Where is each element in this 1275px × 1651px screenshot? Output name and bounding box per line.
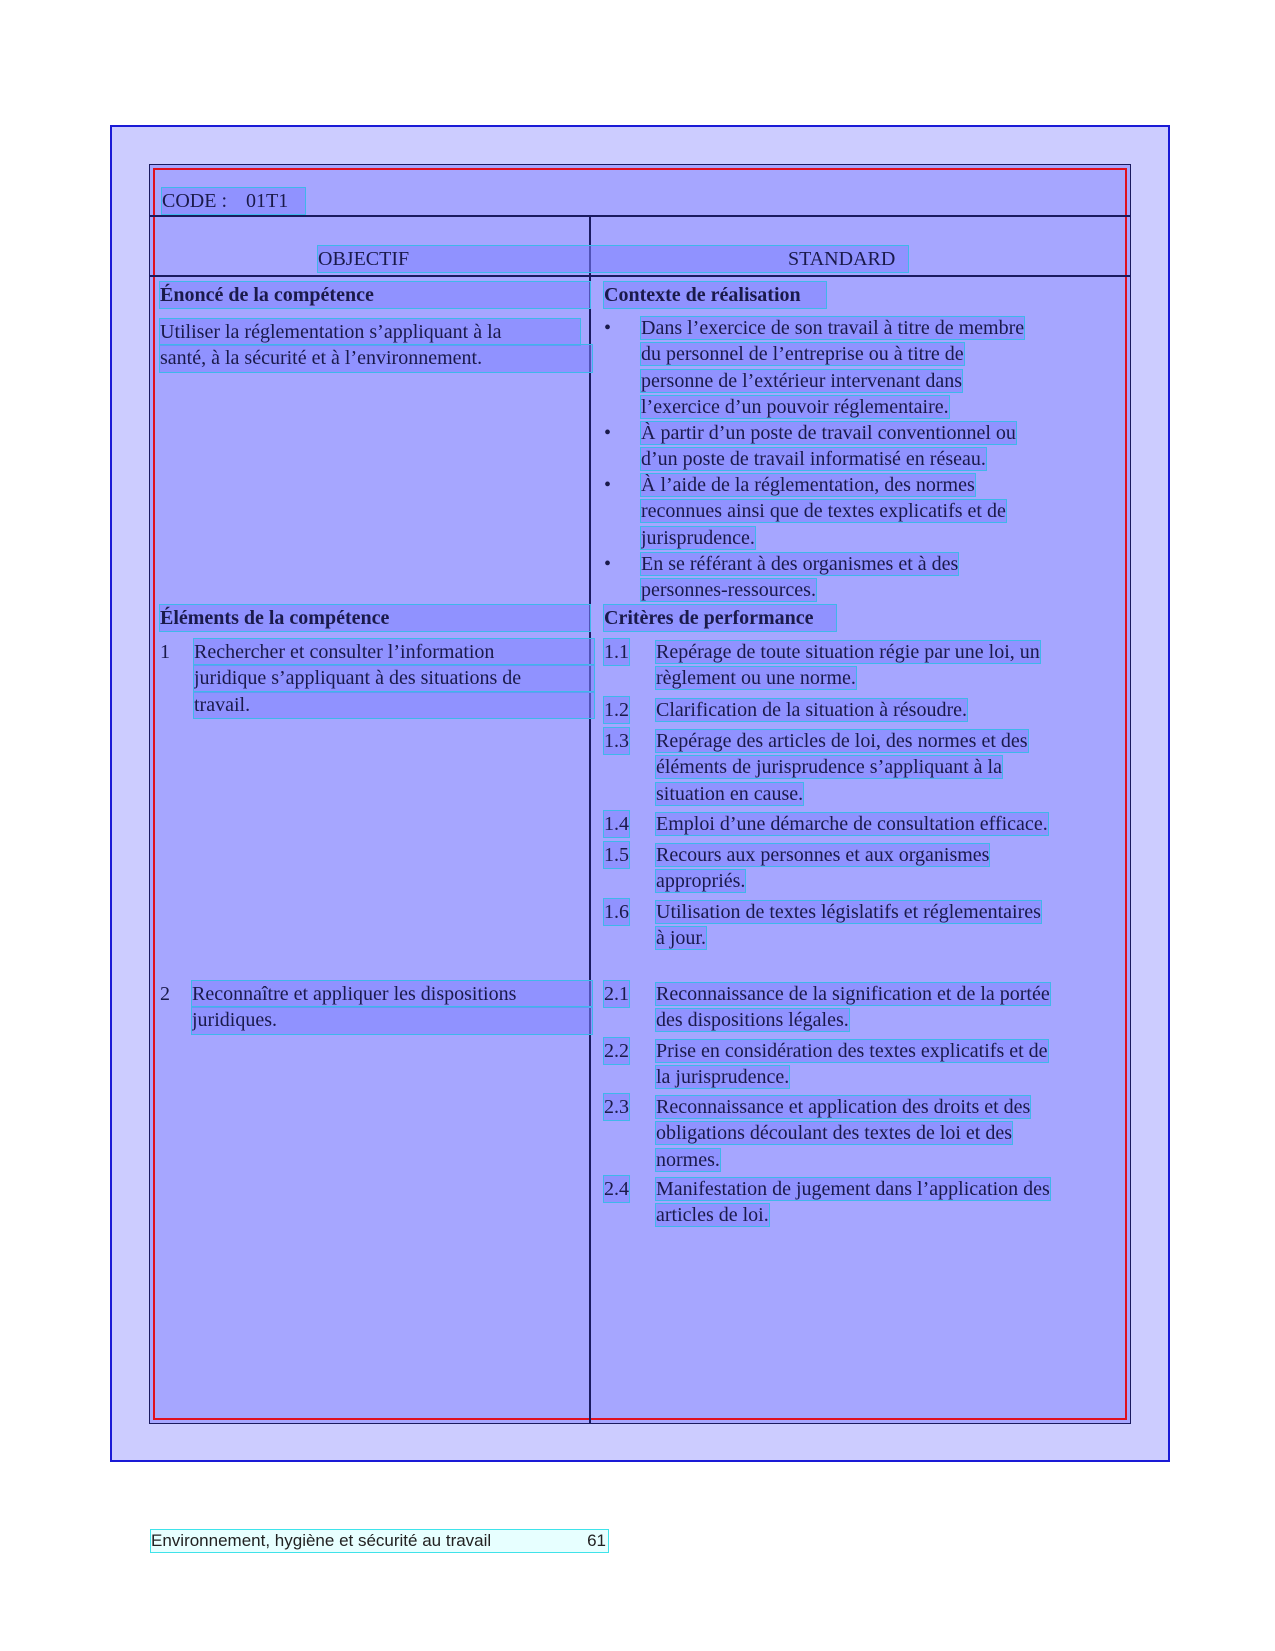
element-1-number: 1 [160,641,170,663]
critere-2-4-number: 2.4 [604,1178,629,1200]
critere-1-3-line-1: Repérage des articles de loi, des normes et des [656,730,1028,752]
critere-2-2-line-2: la jurisprudence. [656,1066,790,1089]
enonce-line-1: Utiliser la réglementation s’appliquant à la [160,319,580,345]
enonce-title [160,282,590,308]
element-2-line-2: juridiques. [192,1007,592,1033]
critere-2-1-line-1: Reconnaissance de la signification et de la portée [656,983,1050,1005]
element-1-line-3: travail. [194,692,594,718]
criteres-title-text: Critères de performance [604,607,814,629]
critere-1-3-line-2: éléments de jurisprudence s’appliquant à la [656,756,1002,779]
critere-2-3-line-2: obligations découlant des textes de loi et des [656,1122,1013,1145]
contexte-title-text: Contexte de réalisation [604,284,801,306]
critere-2-4-line-1: Manifestation de jugement dans l’application des [656,1178,1050,1200]
contexte-title [604,282,826,308]
element-2-number: 2 [160,983,170,1005]
critere-2-4-line-2: articles de loi. [656,1204,769,1227]
contexte-1-line-3: personne de l’extérieur intervenant dans [641,369,962,392]
critere-1-3-line-3: situation en cause. [656,782,804,805]
page-number: 61 [587,1531,606,1550]
contexte-3-line-3: jurisprudence. [641,526,755,549]
bullet-icon: • [604,474,612,496]
header-divider-top [149,215,1131,217]
code-label [162,188,305,214]
contexte-3-line-1: À l’aide de la réglementation, des normes [641,474,975,496]
element-1-line-1: Rechercher et consulter l’information [194,639,594,665]
bullet-icon: • [604,317,612,339]
enonce-title-text: Énoncé de la compétence [160,284,374,306]
header-standard [788,246,895,272]
contexte-3-line-2: reconnues ainsi que de textes explicatifs et de [641,500,1006,523]
critere-2-3-line-3: normes. [656,1148,720,1171]
code-label-text: CODE : [162,190,227,212]
critere-1-6-line-2: à jour. [656,927,706,950]
critere-1-6-number: 1.6 [604,901,629,923]
header-divider-bottom [149,275,1131,277]
contexte-4-line-2: personnes-ressources. [641,579,816,602]
contexte-1-line-2: du personnel de l’entreprise ou à titre de [641,343,964,366]
contexte-1-line-4: l’exercice d’un pouvoir réglementaire. [641,395,949,418]
contexte-1-line-1: Dans l’exercice de son travail à titre de membre [641,317,1025,339]
footer-title: Environnement, hygiène et sécurité au travail [151,1531,492,1550]
contexte-4-line-1: En se référant à des organismes et à des [641,553,959,575]
critere-1-5-line-2: appropriés. [656,870,746,893]
code-value: 01T1 [246,190,289,212]
criteres-title [604,605,836,631]
critere-1-1-line-2: règlement ou une norme. [656,667,856,690]
column-divider [589,215,591,1424]
critere-2-3-number: 2.3 [604,1096,629,1118]
header-objectif-text: OBJECTIF [318,248,410,270]
elements-title [160,605,590,631]
contexte-2-line-2: d’un poste de travail informatisé en réseau. [641,448,986,471]
critere-2-2-number: 2.2 [604,1040,629,1062]
header-standard-text: STANDARD [788,248,896,270]
critere-1-5-line-1: Recours aux personnes et aux organismes [656,844,990,866]
critere-1-6-line-1: Utilisation de textes législatifs et réglementaires [656,901,1041,923]
page-footer [151,1530,608,1552]
critere-2-1-number: 2.1 [604,983,629,1005]
critere-1-4-line-1: Emploi d’une démarche de consultation efficace. [656,813,1048,835]
critere-1-4-number: 1.4 [604,813,629,835]
enonce-line-2: santé, à la sécurité et à l’environnement. [160,345,592,371]
enonce-text [160,319,592,372]
critere-2-2-line-1: Prise en considération des textes explicatifs et de [656,1040,1048,1062]
bullet-icon: • [604,553,612,575]
element-2-line-1: Reconnaître et appliquer les dispositions [192,981,592,1007]
critere-1-2-number: 1.2 [604,699,629,721]
elements-title-text: Éléments de la compétence [160,607,390,629]
critere-2-3-line-1: Reconnaissance et application des droits et des [656,1096,1031,1118]
bullet-icon: • [604,422,612,444]
critere-1-3-number: 1.3 [604,730,629,752]
critere-1-1-number: 1.1 [604,641,629,663]
critere-1-2-line-1: Clarification de la situation à résoudre. [656,699,968,721]
element-1-line-2: juridique s’appliquant à des situations de [194,665,594,691]
critere-2-1-line-2: des dispositions légales. [656,1009,849,1032]
critere-1-1-line-1: Repérage de toute situation régie par une loi, un [656,641,1040,663]
critere-1-5-number: 1.5 [604,844,629,866]
contexte-2-line-1: À partir d’un poste de travail conventionnel ou [641,422,1016,444]
